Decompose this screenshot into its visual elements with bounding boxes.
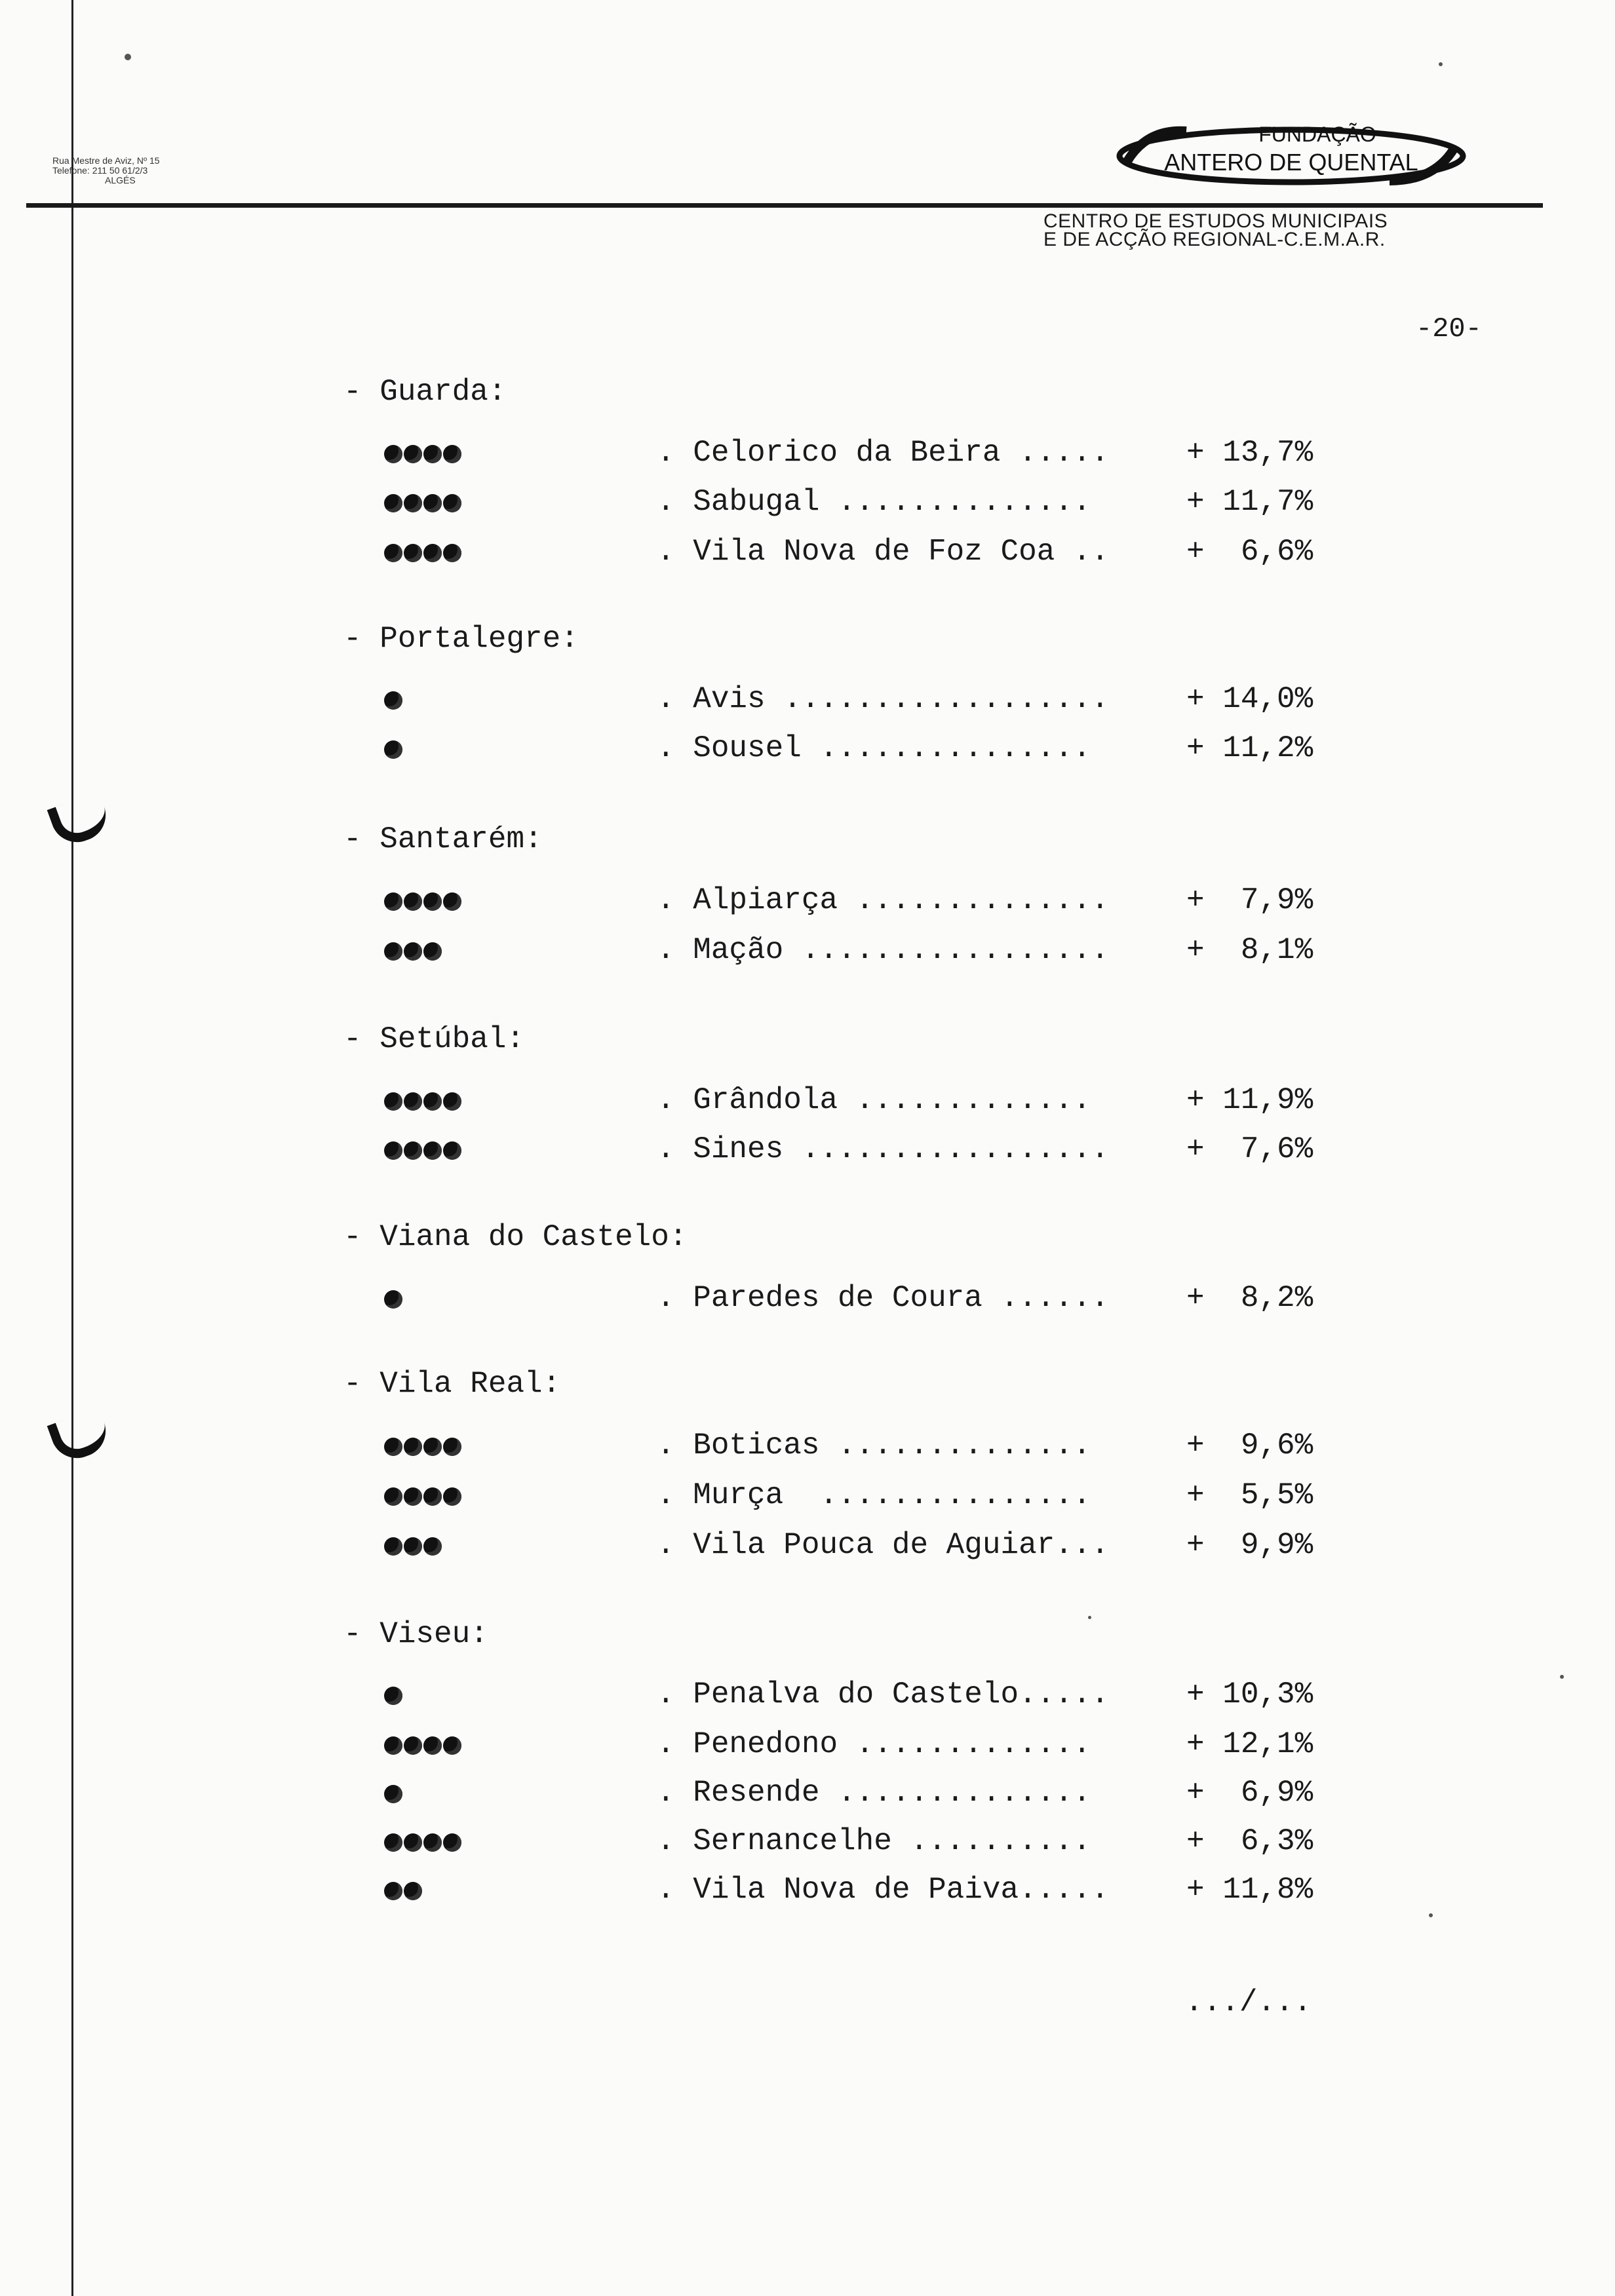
page-number: -20-	[1416, 313, 1482, 345]
dot-icon	[443, 1092, 461, 1111]
dot-markers	[384, 1881, 422, 1902]
municipality-name: . Grândola .............	[657, 1083, 1091, 1117]
dot-icon	[384, 740, 402, 759]
dot-markers	[384, 690, 402, 711]
growth-value: + 10,3%	[1186, 1677, 1313, 1712]
district-heading: - Viana do Castelo:	[343, 1220, 688, 1254]
municipality-name: . Sabugal ..............	[657, 485, 1091, 519]
address-street: Rua Mestre de Aviz, Nº 15	[52, 155, 160, 166]
growth-value: + 14,0%	[1186, 682, 1313, 716]
district-heading: - Setúbal:	[343, 1022, 525, 1056]
growth-value: + 11,7%	[1186, 485, 1313, 519]
dot-icon	[384, 1537, 402, 1556]
district-heading: - Vila Real:	[343, 1367, 561, 1401]
logo-line1: FUNDAÇÃO	[1258, 123, 1376, 146]
dot-markers	[384, 1735, 461, 1756]
dot-icon	[423, 544, 442, 562]
growth-value: + 7,9%	[1186, 883, 1313, 917]
centro-line2: E DE ACÇÃO REGIONAL-C.E.M.A.R.	[1043, 229, 1386, 250]
district-heading: - Viseu:	[343, 1617, 488, 1651]
municipality-name: . Mação .................	[657, 933, 1110, 967]
dot-icon	[443, 445, 461, 463]
municipality-name: . Vila Nova de Foz Coa ..	[657, 535, 1110, 569]
dot-icon	[384, 1290, 402, 1309]
dot-icon	[443, 494, 461, 512]
growth-value: + 6,6%	[1186, 535, 1313, 569]
municipality-name: . Penedono .............	[657, 1727, 1091, 1761]
municipality-name: . Alpiarça ..............	[657, 883, 1110, 917]
dot-icon	[404, 445, 422, 463]
growth-value: + 5,5%	[1186, 1478, 1313, 1512]
address-town: ALGÉS	[105, 175, 136, 185]
dot-icon	[443, 544, 461, 562]
dot-icon	[384, 1487, 402, 1506]
district-heading: - Portalegre:	[343, 622, 579, 656]
dot-markers	[384, 444, 461, 465]
dot-icon	[423, 1438, 442, 1456]
dot-icon	[404, 1438, 422, 1456]
logo-line2: ANTERO DE QUENTAL	[1164, 149, 1418, 176]
growth-value: + 11,9%	[1186, 1083, 1313, 1117]
dot-icon	[404, 1882, 422, 1900]
dot-icon	[384, 1092, 402, 1111]
dot-icon	[404, 1736, 422, 1755]
dot-icon	[423, 1487, 442, 1506]
dot-icon	[443, 1833, 461, 1852]
municipality-name: . Vila Nova de Paiva.....	[657, 1873, 1110, 1907]
fundacao-logo	[1108, 115, 1475, 191]
dot-icon	[404, 1487, 422, 1506]
dot-icon	[423, 1141, 442, 1160]
municipality-name: . Vila Pouca de Aguiar...	[657, 1528, 1110, 1562]
dot-icon	[384, 544, 402, 562]
municipality-name: . Sousel ...............	[657, 731, 1091, 765]
dot-markers	[384, 1685, 402, 1706]
dot-icon	[443, 892, 461, 911]
dot-icon	[384, 1882, 402, 1900]
dot-icon	[404, 1833, 422, 1852]
growth-value: + 9,9%	[1186, 1528, 1313, 1562]
dot-markers	[384, 941, 442, 962]
dot-icon	[384, 1438, 402, 1456]
dot-icon	[443, 1141, 461, 1160]
punch-hole-mark	[47, 1407, 113, 1466]
municipality-name: . Paredes de Coura ......	[657, 1281, 1110, 1315]
dot-icon	[423, 1092, 442, 1111]
growth-value: + 11,2%	[1186, 731, 1313, 765]
dot-markers	[384, 739, 402, 760]
dot-icon	[384, 1687, 402, 1705]
continuation-mark: .../...	[1185, 1985, 1312, 2019]
municipality-name: . Avis ..................	[657, 682, 1110, 716]
growth-value: + 11,8%	[1186, 1873, 1313, 1907]
growth-value: + 6,3%	[1186, 1824, 1313, 1858]
dot-icon	[443, 1438, 461, 1456]
dot-markers	[384, 1140, 461, 1161]
dot-icon	[423, 1736, 442, 1755]
dot-icon	[384, 1736, 402, 1755]
growth-value: + 8,2%	[1186, 1281, 1313, 1315]
header-rule	[26, 203, 1543, 208]
dot-icon	[404, 942, 422, 961]
municipality-name: . Penalva do Castelo.....	[657, 1677, 1110, 1712]
centro-text	[1043, 212, 1388, 249]
margin-line	[71, 0, 73, 2296]
dot-icon	[443, 1736, 461, 1755]
municipality-name: . Celorico da Beira .....	[657, 436, 1110, 470]
dot-markers	[384, 1536, 442, 1557]
dot-markers	[384, 1832, 461, 1853]
dot-markers	[384, 891, 461, 912]
growth-value: + 8,1%	[1186, 933, 1313, 967]
dot-markers	[384, 543, 461, 564]
dot-icon	[384, 942, 402, 961]
municipality-name: . Murça ...............	[657, 1478, 1091, 1512]
dot-icon	[404, 1092, 422, 1111]
dot-icon	[384, 1833, 402, 1852]
dot-markers	[384, 1091, 461, 1112]
centro-line1: CENTRO DE ESTUDOS MUNICIPAIS	[1043, 210, 1388, 232]
dot-markers	[384, 1486, 461, 1507]
dot-icon	[384, 892, 402, 911]
growth-value: + 9,6%	[1186, 1428, 1313, 1463]
dot-icon	[423, 1537, 442, 1556]
municipality-name: . Sines .................	[657, 1132, 1110, 1166]
district-heading: - Guarda:	[343, 375, 507, 409]
municipality-name: . Sernancelhe ..........	[657, 1824, 1091, 1858]
dot-icon	[384, 445, 402, 463]
dot-icon	[384, 1141, 402, 1160]
dot-markers	[384, 1289, 402, 1310]
dot-icon	[384, 1785, 402, 1803]
growth-value: + 6,9%	[1186, 1776, 1313, 1810]
growth-value: + 7,6%	[1186, 1132, 1313, 1166]
dot-icon	[423, 942, 442, 961]
growth-value: + 12,1%	[1186, 1727, 1313, 1761]
district-heading: - Santarém:	[343, 822, 543, 856]
municipality-name: . Boticas ..............	[657, 1428, 1091, 1463]
dot-icon	[423, 892, 442, 911]
growth-value: + 13,7%	[1186, 436, 1313, 470]
address-block	[52, 156, 160, 185]
dot-markers	[384, 493, 461, 514]
dot-icon	[384, 494, 402, 512]
address-phone: Telefone: 211 50 61/2/3	[52, 165, 148, 176]
municipality-name: . Resende ..............	[657, 1776, 1091, 1810]
dot-icon	[423, 494, 442, 512]
dot-icon	[404, 1141, 422, 1160]
dot-icon	[404, 544, 422, 562]
dot-markers	[384, 1784, 402, 1805]
dot-icon	[404, 494, 422, 512]
dot-icon	[423, 445, 442, 463]
dot-icon	[404, 892, 422, 911]
dot-icon	[443, 1487, 461, 1506]
dot-markers	[384, 1436, 461, 1457]
dot-icon	[423, 1833, 442, 1852]
dot-icon	[404, 1537, 422, 1556]
punch-hole-mark	[47, 792, 113, 850]
dot-icon	[384, 691, 402, 710]
